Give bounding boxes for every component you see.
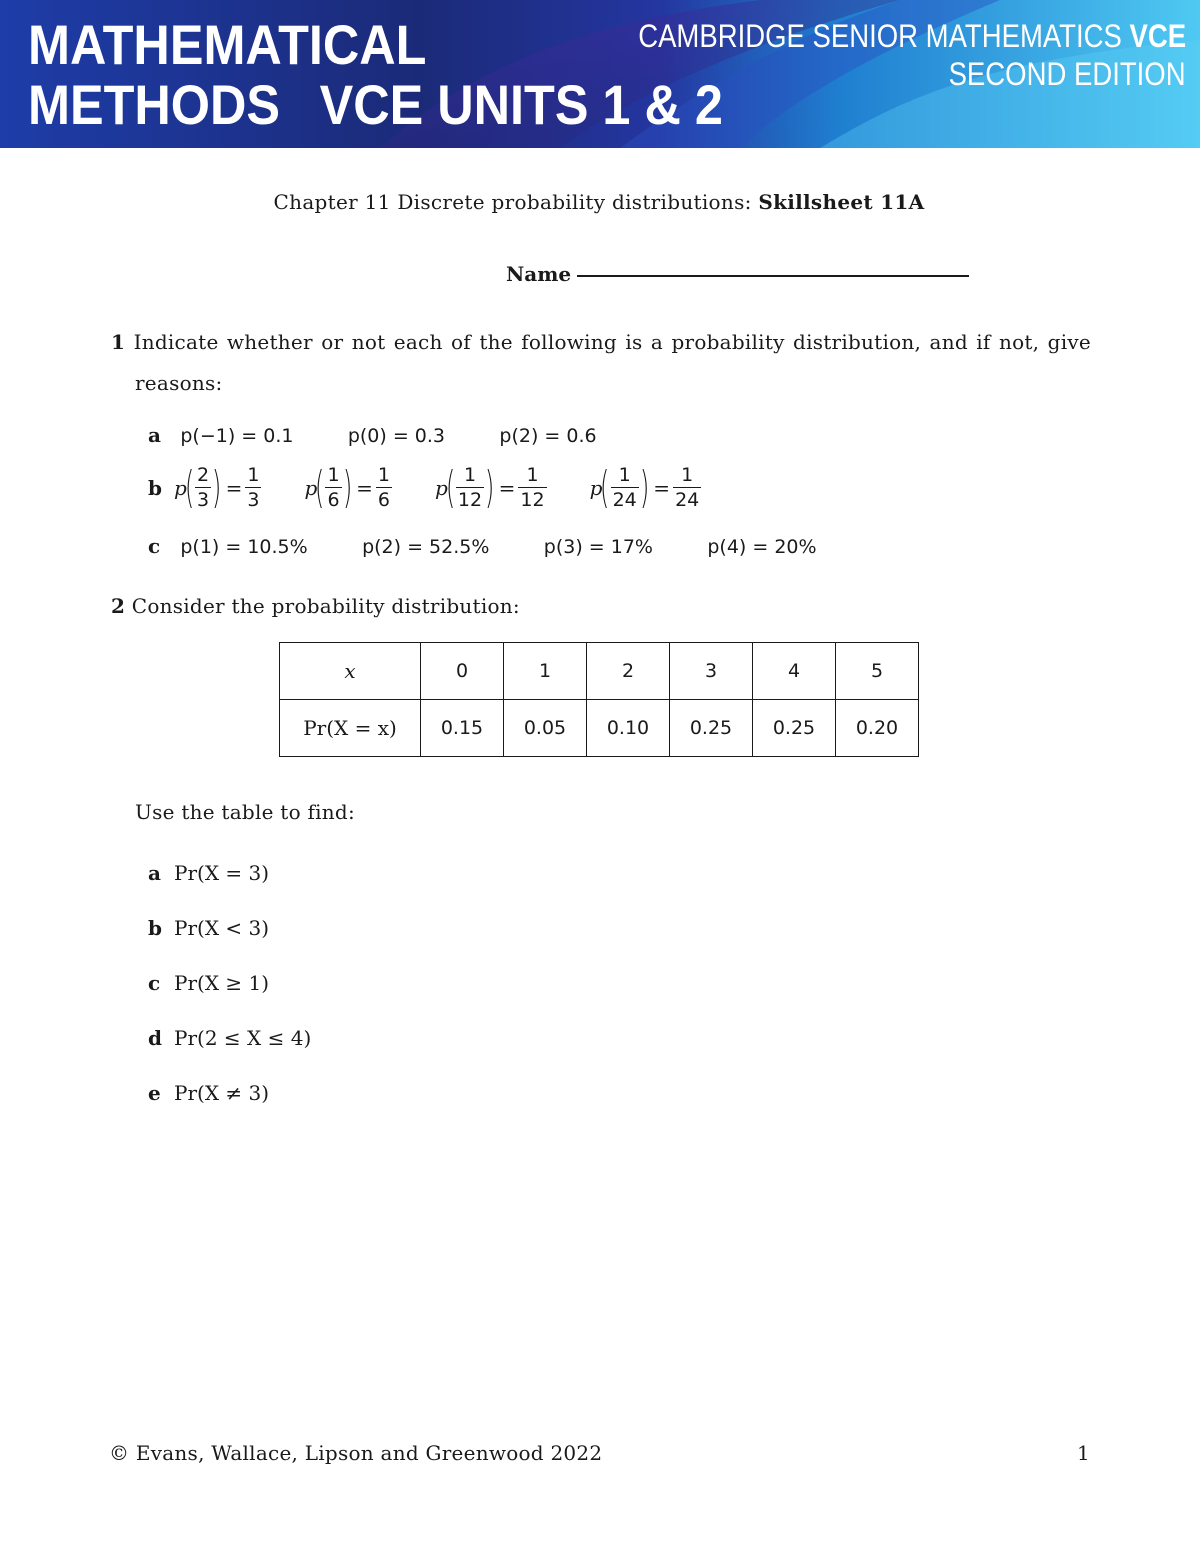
q2-part-a: a Pr(X = 3) <box>148 861 270 885</box>
table-cell: 0.25 <box>753 700 836 757</box>
copyright-footer: © Evans, Wallace, Lipson and Greenwood 2022 <box>109 1441 603 1465</box>
q1c-expr: p(2) = 52.5% <box>362 536 490 558</box>
q1-part-b: b p ( $\frac{2}{3}$ ) = $\frac{1}{3}$ p ( $\frac{1}{6}$ ) = $\frac{1}{6}$ p ( $\frac{1}{12}$ ) = $\frac{1}{12}$ p ( $\frac{1}{24}$ ) = $\frac{1}{24}$ <box>148 462 744 513</box>
table-cell: 0.25 <box>670 700 753 757</box>
probability-table <box>279 642 919 757</box>
table-cell: 0.10 <box>587 700 670 757</box>
series-name: CAMBRIDGE SENIOR MATHEMATICS VCE <box>638 18 1186 54</box>
q1a-expr: p(0) = 0.3 <box>347 425 446 447</box>
q2-part-c: c Pr(X ≥ 1) <box>148 971 270 995</box>
chapter-heading: Chapter 11 Discrete probability distributions: Skillsheet 11A <box>273 190 925 214</box>
q2-expr: Pr(X ≥ 1) <box>174 971 270 995</box>
q2-part-b: b Pr(X < 3) <box>148 916 270 940</box>
table-row <box>280 700 919 757</box>
q1a-expr: p(−1) = 0.1 <box>180 425 294 447</box>
q2-expr: Pr(2 ≤ X ≤ 4) <box>174 1026 312 1050</box>
book-title-methods: METHODS <box>28 73 280 136</box>
q1c-expr: p(4) = 20% <box>707 536 817 558</box>
book-title-line2 <box>28 72 723 137</box>
skillsheet-title: Skillsheet 11A <box>758 190 925 214</box>
q1c-expr: p(3) = 17% <box>543 536 653 558</box>
q1b-expr: p ( $\frac{1}{24}$ ) = $\frac{1}{24}$ <box>589 462 700 513</box>
q1b-expr: p ( $\frac{1}{6}$ ) = $\frac{1}{6}$ <box>304 462 390 513</box>
table-cell: 5 <box>836 643 919 700</box>
table-cell: 4 <box>753 643 836 700</box>
q1b-expr: p ( $\frac{2}{3}$ ) = $\frac{1}{3}$ <box>174 462 260 513</box>
table-cell: 0 <box>421 643 504 700</box>
question-text: Indicate whether or not each of the following is a probability distribution, and if not, give reasons: <box>133 330 1091 395</box>
name-underline <box>577 275 969 277</box>
question-number: 2 <box>111 594 126 618</box>
table-cell: 2 <box>587 643 670 700</box>
page-number: 1 <box>1077 1441 1090 1465</box>
name-field: Name <box>506 262 969 286</box>
table-cell: 1 <box>504 643 587 700</box>
q2-expr: Pr(X = 3) <box>174 861 270 885</box>
table-cell: 0.15 <box>421 700 504 757</box>
table-cell: 0.20 <box>836 700 919 757</box>
question-number: 1 <box>111 330 126 354</box>
q1c-expr: p(1) = 10.5% <box>180 536 308 558</box>
edition-label: SECOND EDITION <box>949 56 1186 92</box>
q2-expr: Pr(X < 3) <box>174 916 270 940</box>
q2-part-e: e Pr(X ≠ 3) <box>148 1081 270 1105</box>
q1b-expr: p ( $\frac{1}{12}$ ) = $\frac{1}{12}$ <box>434 462 545 513</box>
q2-expr: Pr(X ≠ 3) <box>174 1081 270 1105</box>
q1-part-a: a p(−1) = 0.1 p(0) = 0.3 p(2) = 0.6 <box>148 423 597 447</box>
header-banner <box>0 0 1200 148</box>
q2-part-d: d Pr(2 ≤ X ≤ 4) <box>148 1026 312 1050</box>
table-row <box>280 643 919 700</box>
table-header-x: x <box>280 643 421 700</box>
instruction-text: Use the table to find: <box>135 800 355 824</box>
table-cell: 3 <box>670 643 753 700</box>
question-1 <box>111 322 1091 404</box>
q1a-expr: p(2) = 0.6 <box>499 425 597 447</box>
q1-part-c: c p(1) = 10.5% p(2) = 52.5% p(3) = 17% p(4) = 20% <box>148 534 817 558</box>
question-text: Consider the probability distribution: <box>131 594 520 618</box>
table-header-prob: Pr(X = x) <box>280 700 421 757</box>
question-2 <box>111 594 520 618</box>
table-cell: 0.05 <box>504 700 587 757</box>
book-title-units: VCE UNITS 1 & 2 <box>319 73 723 136</box>
book-title-line1: MATHEMATICAL <box>28 13 427 76</box>
